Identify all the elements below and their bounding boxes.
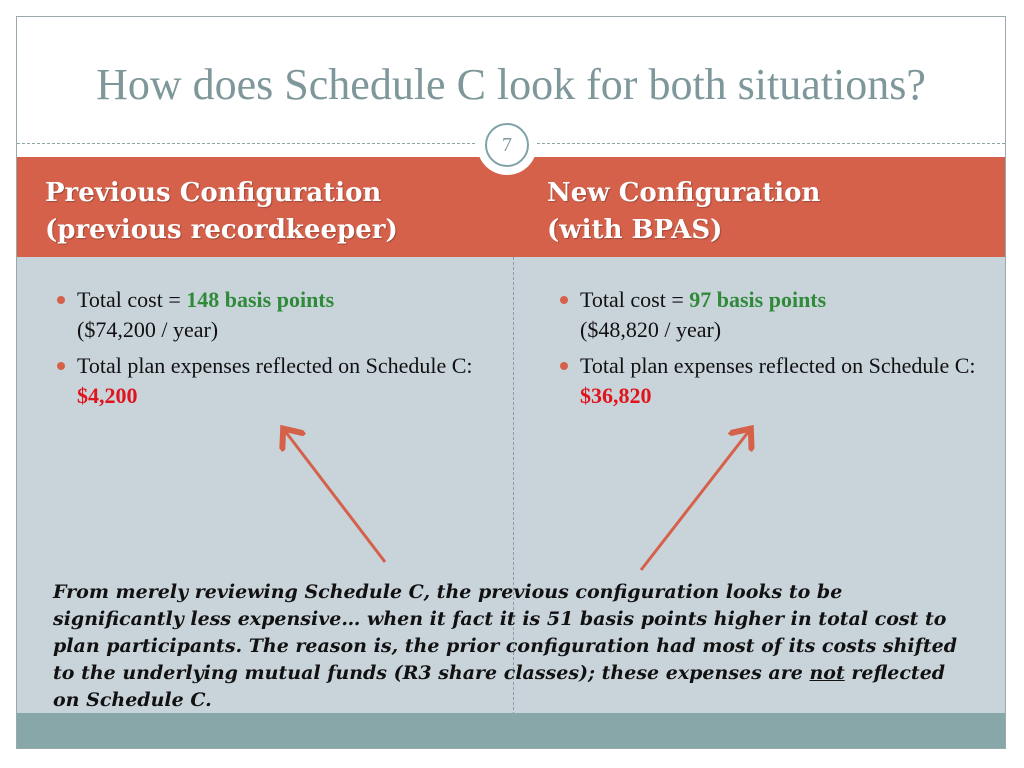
right-arrow-icon — [641, 431, 749, 570]
slide-frame — [16, 16, 1006, 749]
left-schedule-c-label: Total plan expenses reflected on Schedule C: — [77, 353, 473, 378]
left-basis-points: 148 basis points — [186, 287, 335, 312]
right-schedule-c-label: Total plan expenses reflected on Schedule C: — [580, 353, 976, 378]
note-text-part1: From merely reviewing Schedule C, the previous configuration looks to be significantly less expensive… when it fact it is 51 basis points higher in total cost to plan participants. The reason is, the prior configuration had most of its costs shifted to the underlying mutual funds (R3 share classes); these expenses are — [53, 581, 957, 684]
left-annual-cost: ($74,200 / year) — [77, 317, 219, 342]
slide-title: How does Schedule C look for both situations? — [96, 60, 926, 109]
left-schedule-c-amount: $4,200 — [77, 383, 138, 408]
page-number: 7 — [502, 133, 512, 156]
note-text-part2: reflected on Schedule C. — [53, 662, 946, 711]
right-schedule-c-amount: $36,820 — [580, 383, 652, 408]
right-annual-cost: ($48,820 / year) — [580, 317, 722, 342]
right-column-heading: New Configuration (with BPAS) — [547, 178, 821, 245]
left-column-heading: Previous Configuration (previous recordkeeper) — [45, 178, 398, 245]
left-arrow-icon — [285, 431, 385, 562]
left-total-cost-label: Total cost = — [77, 287, 187, 312]
right-total-cost-label: Total cost = — [580, 287, 690, 312]
note-emphasis: not — [809, 662, 845, 684]
right-basis-points: 97 basis points — [689, 287, 827, 312]
explanation-note — [53, 579, 973, 714]
